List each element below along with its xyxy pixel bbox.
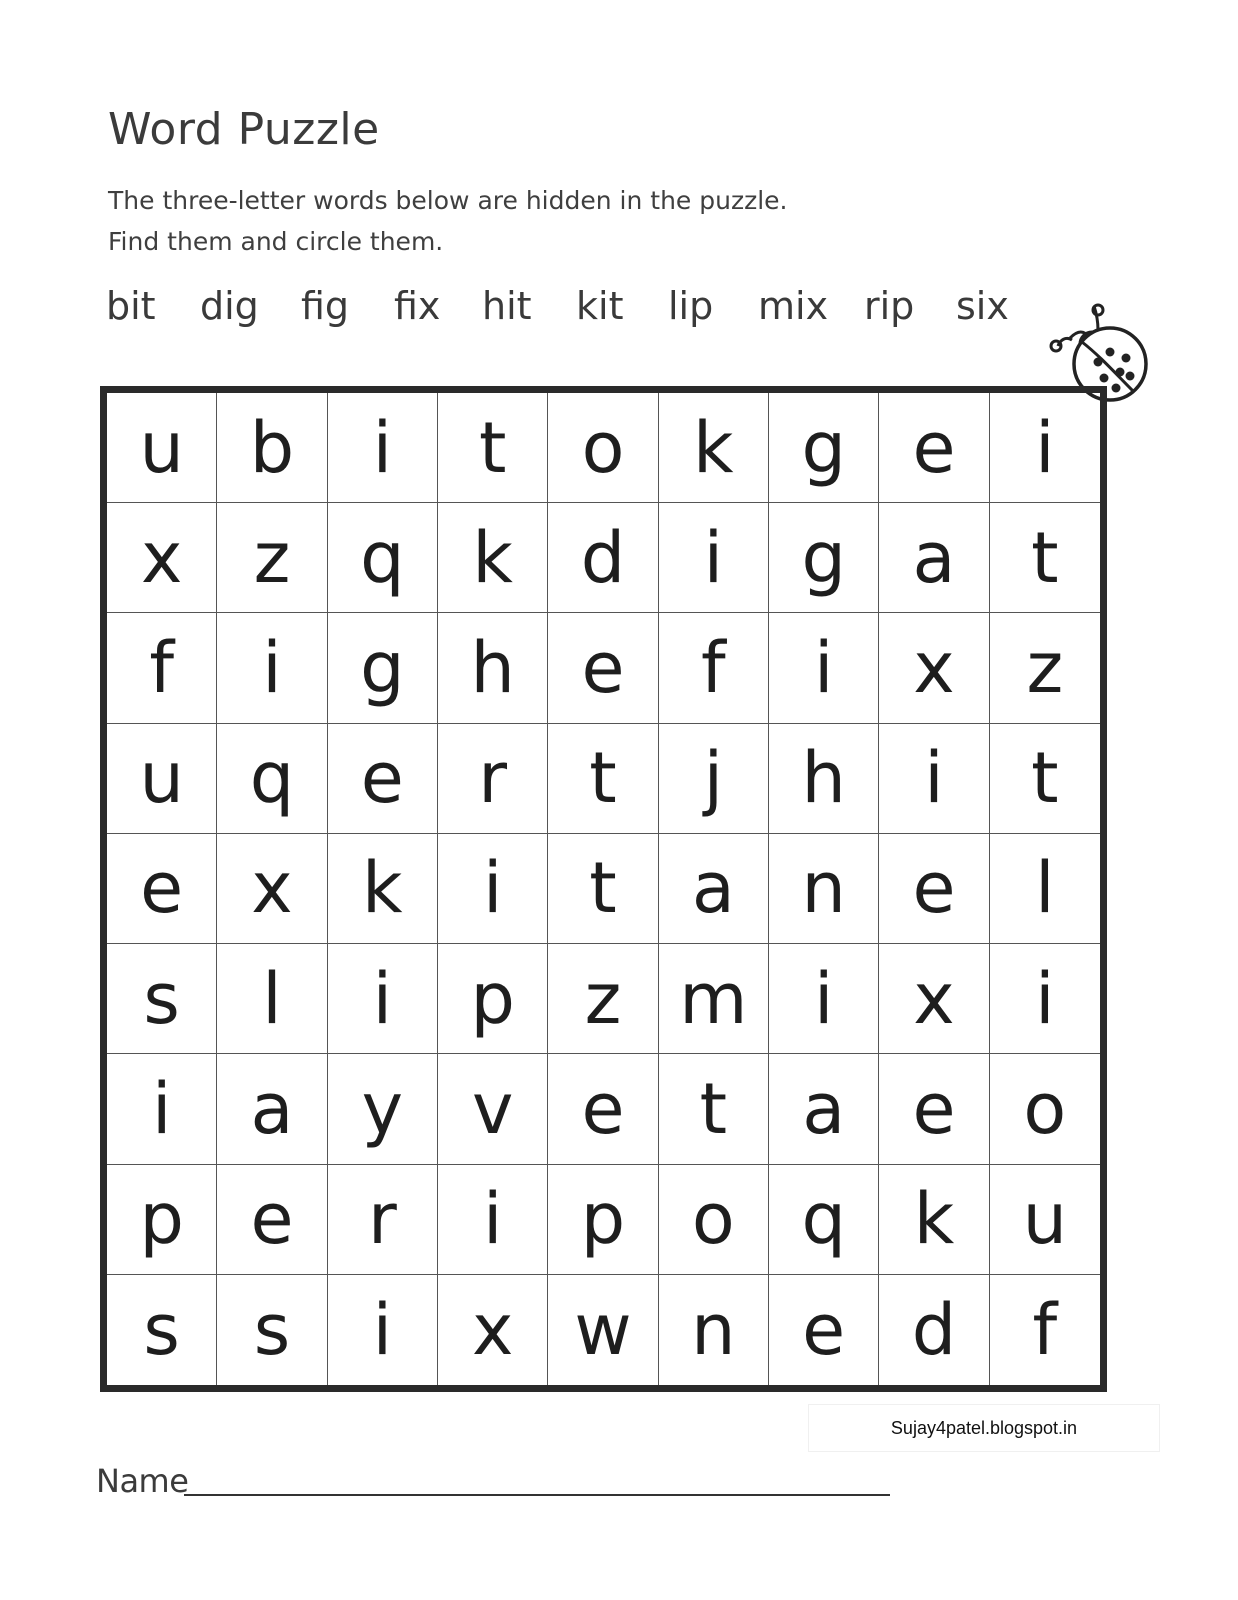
grid-cell[interactable]: o [659,1165,769,1275]
grid-cell[interactable]: n [659,1275,769,1385]
grid-cell[interactable]: i [438,1165,548,1275]
grid-cell[interactable]: z [990,613,1100,723]
grid-cell[interactable]: s [217,1275,327,1385]
grid-cell[interactable]: i [879,724,989,834]
grid-cell[interactable]: g [328,613,438,723]
grid-cell[interactable]: o [548,393,658,503]
credit-box [808,1404,1160,1452]
grid-cell[interactable]: x [438,1275,548,1385]
grid-cell[interactable]: u [107,724,217,834]
grid-cell[interactable]: i [990,393,1100,503]
name-line[interactable] [184,1494,890,1496]
grid-cell[interactable]: z [217,503,327,613]
word-search-grid [100,386,1107,1392]
credit-text: Sujay4patel.blogspot.in [890,1417,1078,1438]
word-item: fig [301,284,350,328]
grid-cell[interactable]: q [217,724,327,834]
grid-cell[interactable]: t [548,834,658,944]
grid-cell[interactable]: m [659,944,769,1054]
grid-cell[interactable]: h [769,724,879,834]
grid-cell[interactable]: e [548,1054,658,1164]
grid-cell[interactable]: e [769,1275,879,1385]
grid-cell[interactable]: e [328,724,438,834]
grid-cell[interactable]: r [328,1165,438,1275]
grid-cell[interactable]: k [879,1165,989,1275]
grid-cell[interactable]: f [1032,1288,1058,1371]
grid-cell[interactable]: f [659,613,769,723]
grid-cell[interactable]: t [990,724,1100,834]
grid-cell[interactable]: t [548,724,658,834]
grid-cell[interactable]: e [879,834,989,944]
grid-cell[interactable]: e [879,1054,989,1164]
word-item: kit [576,284,624,328]
grid-cell[interactable]: a [769,1054,879,1164]
grid-cell[interactable]: q [328,503,438,613]
grid-cell[interactable]: t [438,393,548,503]
grid-cell[interactable]: v [438,1054,548,1164]
grid-cell[interactable]: x [217,834,327,944]
grid-cell[interactable]: d [548,503,658,613]
grid-cell[interactable]: w [548,1275,658,1385]
grid-cell[interactable]: i [328,944,438,1054]
grid-cell[interactable]: l [990,834,1100,944]
grid-cell[interactable]: e [879,393,989,503]
grid-cell[interactable]: f [107,613,217,723]
grid-cell[interactable]: i [769,944,879,1054]
grid-cell[interactable]: k [328,834,438,944]
grid-cell[interactable]: s [107,944,217,1054]
grid-cell[interactable]: u [990,1165,1100,1275]
word-item: dig [200,284,259,328]
grid-cell[interactable]: p [438,944,548,1054]
grid-cell[interactable]: i [769,613,879,723]
grid-cell[interactable]: i [328,393,438,503]
grid-cell[interactable]: a [659,834,769,944]
grid-cell[interactable]: t [659,1054,769,1164]
word-item: lip [668,284,714,328]
grid-cell[interactable]: n [769,834,879,944]
grid-cell[interactable]: i [659,503,769,613]
grid-cell[interactable]: i [328,1275,438,1385]
grid-cell[interactable]: z [548,944,658,1054]
grid-cell[interactable]: q [769,1165,879,1275]
grid-cell[interactable]: s [107,1275,217,1385]
grid-cell[interactable]: i [107,1054,217,1164]
word-item: rip [864,284,915,328]
grid-cell[interactable]: i [990,944,1100,1054]
grid-cell[interactable]: k [659,393,769,503]
word-item: mix [758,284,829,328]
grid-cell[interactable]: a [217,1054,327,1164]
word-item: six [956,284,1009,328]
grid-cell[interactable]: x [879,944,989,1054]
word-item: hit [482,284,532,328]
grid-cell[interactable]: j [659,724,769,834]
grid-cell[interactable]: p [107,1165,217,1275]
grid-cell[interactable]: o [990,1054,1100,1164]
grid-cell[interactable]: k [438,503,548,613]
grid-cell[interactable]: g [769,393,879,503]
word-item: fix [394,284,441,328]
grid-cell[interactable]: e [548,613,658,723]
grid-cell[interactable]: e [107,834,217,944]
instructions-line-2: Find them and circle them. [108,227,444,256]
grid-cell[interactable]: t [990,503,1100,613]
instructions [108,180,787,262]
grid-cell[interactable]: y [328,1054,438,1164]
grid-cell[interactable]: e [217,1165,327,1275]
word-list [106,284,1046,334]
grid-cell[interactable]: i [438,834,548,944]
page-title: Word Puzzle [108,104,380,155]
grid-cell[interactable]: x [879,613,989,723]
grid-cell[interactable]: u [107,393,217,503]
grid-cell[interactable]: x [107,503,217,613]
grid-cell[interactable]: r [438,724,548,834]
grid-cell[interactable]: i [217,613,327,723]
grid-cell[interactable]: p [548,1165,658,1275]
grid-cell[interactable]: b [217,393,327,503]
name-label: Name [96,1462,189,1500]
name-row [96,1462,796,1502]
grid-cell[interactable]: h [438,613,548,723]
grid-cell[interactable]: a [879,503,989,613]
grid-cell[interactable]: g [769,503,879,613]
grid-cell[interactable]: d [879,1275,989,1385]
word-item: bit [106,284,156,328]
instructions-line-1: The three-letter words below are hidden in the puzzle. [108,186,788,215]
grid-cell[interactable]: l [217,944,327,1054]
